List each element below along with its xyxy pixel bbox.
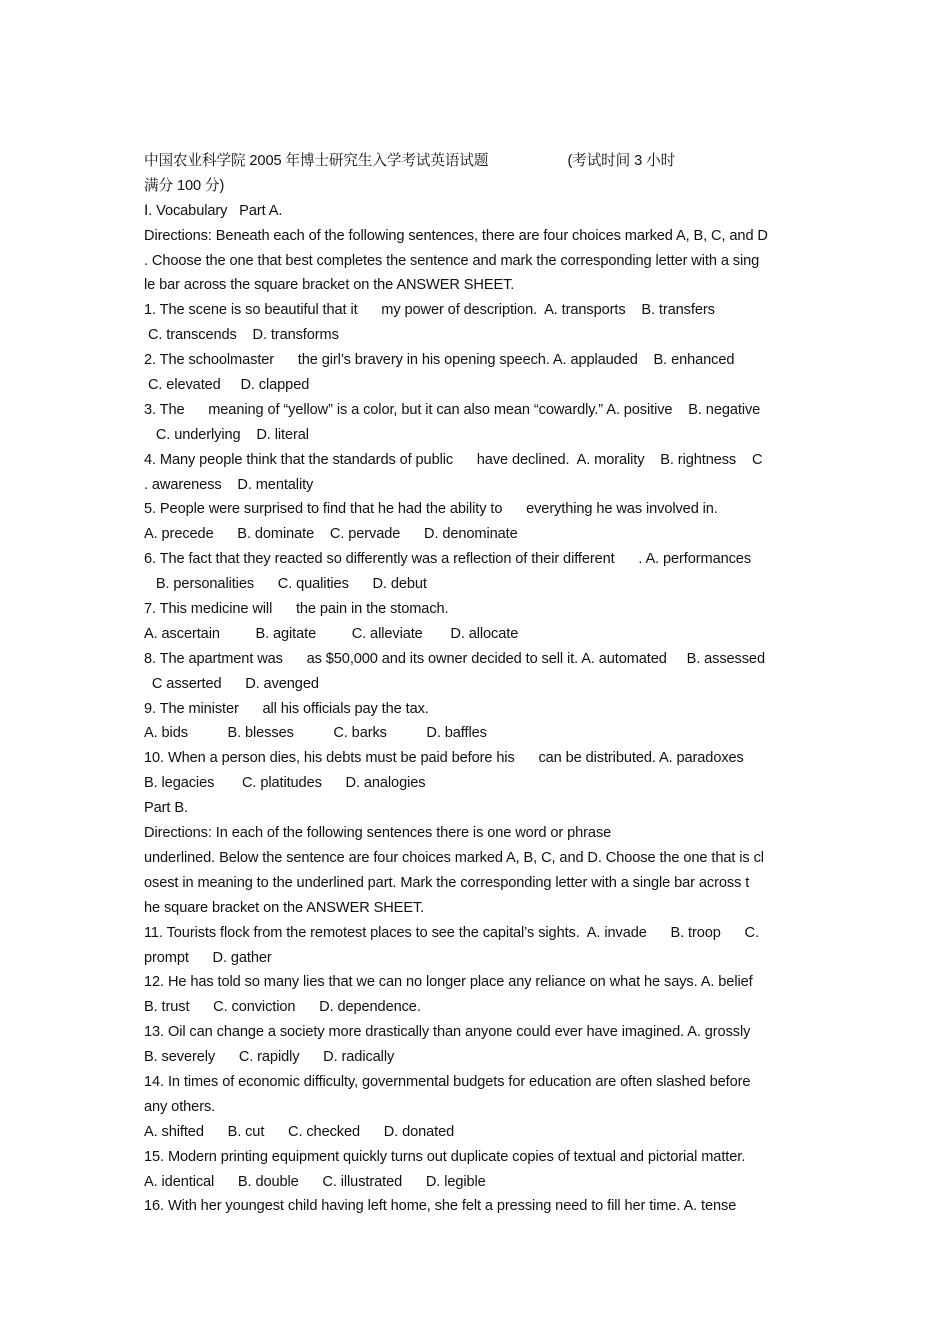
- question-line: C. transcends D. transforms: [144, 327, 339, 344]
- question-line: C. elevated D. clapped: [144, 377, 310, 394]
- question-line: 9. The minister all his officials pay the tax.: [144, 700, 429, 717]
- directions-text: underlined. Below the sentence are four choices marked A, B, C, and D. Choose the one that is cl: [144, 849, 764, 866]
- question-line: 10. When a person dies, his debts must be paid before his can be distributed. A. paradoxes: [144, 750, 744, 767]
- question-line: 14. In times of economic difficulty, governmental budgets for education are often slashed before: [144, 1073, 751, 1090]
- question-line: 15. Modern printing equipment quickly turns out duplicate copies of textual and pictorial matter.: [144, 1148, 746, 1165]
- question-line: B. severely C. rapidly D. radically: [144, 1049, 395, 1066]
- question-line: 16. With her youngest child having left home, she felt a pressing need to fill her time. A. tense: [144, 1198, 737, 1215]
- question-line: 3. The meaning of “yellow” is a color, but it can also mean “cowardly.” A. positive B. negative: [144, 401, 761, 418]
- question-line: 11. Tourists flock from the remotest places to see the capital’s sights. A. invade B. troop C.: [144, 924, 759, 941]
- directions-text: Directions: In each of the following sentences there is one word or phrase: [144, 825, 612, 842]
- directions-text: le bar across the square bracket on the ANSWER SHEET.: [144, 277, 515, 294]
- question-line: C asserted D. avenged: [144, 675, 319, 692]
- question-line: A. shifted B. cut C. checked D. donated: [144, 1123, 455, 1140]
- question-line: 2. The schoolmaster the girl’s bravery in his opening speech. A. applauded B. enhanced: [144, 352, 735, 369]
- question-line: 13. Oil can change a society more drastically than anyone could ever have imagined. A. grossly: [144, 1024, 751, 1041]
- question-line: 12. He has told so many lies that we can no longer place any reliance on what he says. A. belief: [144, 974, 753, 991]
- exam-text: [144, 149, 810, 1219]
- section-heading: Part B.: [144, 800, 188, 817]
- question-line: A. identical B. double C. illustrated D. legible: [144, 1173, 486, 1190]
- question-line: 7. This medicine will the pain in the stomach.: [144, 601, 449, 618]
- question-line: A. bids B. blesses C. barks D. baffles: [144, 725, 487, 742]
- section-heading: Ⅰ. Vocabulary Part A.: [144, 202, 283, 219]
- question-line: B. trust C. conviction D. dependence.: [144, 999, 421, 1016]
- question-line: 4. Many people think that the standards of public have declined. A. morality B. rightness C: [144, 451, 763, 468]
- question-line: 5. People were surprised to find that he had the ability to everything he was involved in.: [144, 501, 718, 518]
- question-line: A. ascertain B. agitate C. alleviate D. allocate: [144, 625, 519, 642]
- question-line: 8. The apartment was as $50,000 and its owner decided to sell it. A. automated B. assessed: [144, 650, 765, 667]
- question-line: prompt D. gather: [144, 949, 272, 966]
- question-line: C. underlying D. literal: [144, 426, 309, 443]
- question-line: B. legacies C. platitudes D. analogies: [144, 775, 426, 792]
- directions-text: osest in meaning to the underlined part. Mark the corresponding letter with a single bar across t: [144, 874, 750, 891]
- directions-text: . Choose the one that best completes the sentence and mark the corresponding letter with a sing: [144, 252, 760, 269]
- question-line: any others.: [144, 1098, 216, 1115]
- question-line: 6. The fact that they reacted so differently was a reflection of their different . A. performances: [144, 551, 752, 568]
- title-line-continued: 满分 100 分): [144, 177, 225, 194]
- question-line: 1. The scene is so beautiful that it my power of description. A. transports B. transfers: [144, 302, 715, 319]
- directions-text: Directions: Beneath each of the following sentences, there are four choices marked A, B, C, and D: [144, 227, 768, 244]
- title-line: 中国农业科学院 2005 年博士研究生入学考试英语试题 (考试时间 3 小时: [144, 153, 676, 169]
- directions-text: he square bracket on the ANSWER SHEET.: [144, 899, 425, 916]
- question-line: B. personalities C. qualities D. debut: [144, 576, 427, 593]
- question-line: . awareness D. mentality: [144, 476, 314, 493]
- question-line: A. precede B. dominate C. pervade D. denominate: [144, 526, 518, 543]
